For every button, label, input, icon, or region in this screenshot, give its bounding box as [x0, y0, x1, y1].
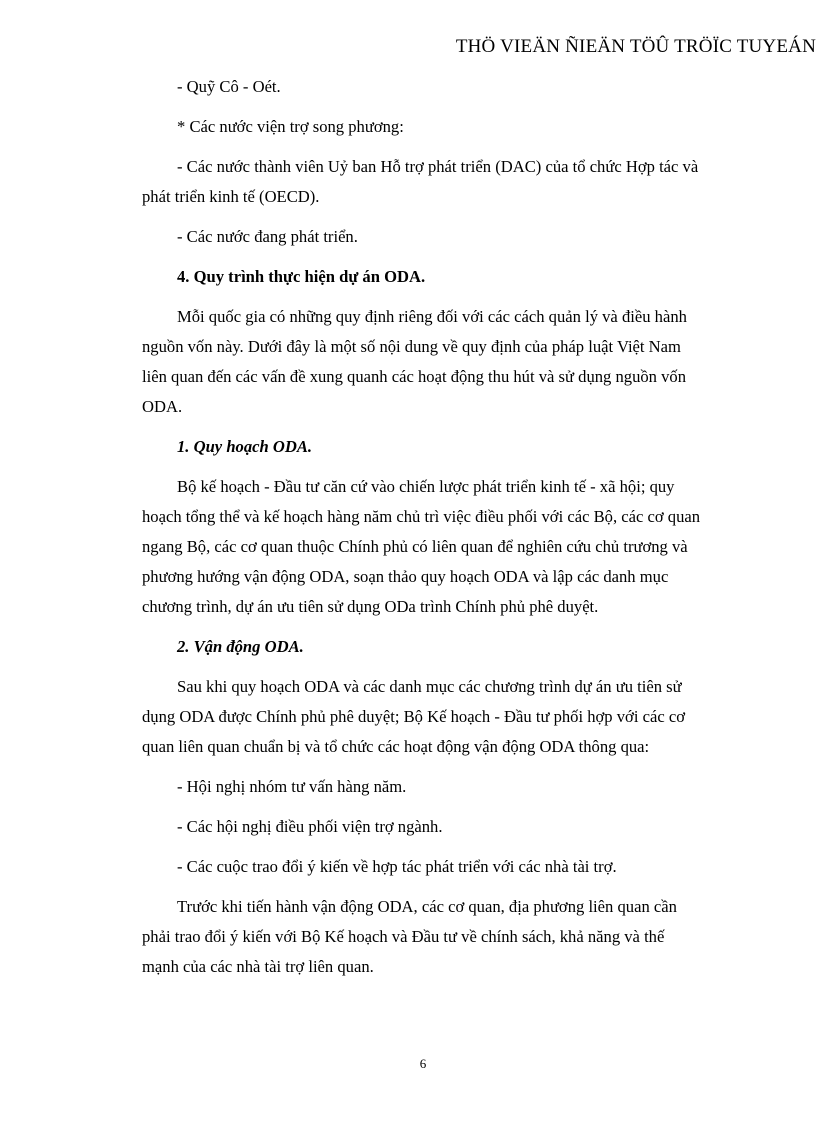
subsection-heading: 1. Quy hoạch ODA. [177, 437, 313, 456]
section-heading: 4. Quy trình thực hiện dự án ODA. [177, 267, 426, 286]
paragraph: - Các cuộc trao đổi ý kiến về hợp tác phát triển với các nhà tài trợ. [177, 857, 617, 876]
page-header: THÖ VIEÄN ÑIEÄN TÖÛ TRÖÏC TUYEÁN [455, 36, 816, 57]
paragraph: * Các nước viện trợ song phương: [177, 117, 404, 136]
paragraph: - Hội nghị nhóm tư vấn hàng năm. [177, 777, 407, 796]
document-body [142, 72, 702, 992]
paragraph: - Quỹ Cô - Oét. [177, 77, 281, 96]
paragraph: - Các nước đang phát triển. [177, 227, 358, 246]
subsection-heading: 2. Vận động ODA. [177, 637, 304, 656]
paragraph: - Các hội nghị điều phối viện trợ ngành. [177, 817, 443, 836]
paragraph: Mỗi quốc gia có những quy định riêng đối với các cách quản lý và điều hành nguồn vốn này. Dưới đây là một số nội dung về quy định của pháp luật Việt Nam liên quan đến các vấn đề xung quanh các hoạt động thu hút và sử dụng nguồn vốn ODA. [142, 307, 687, 416]
paragraph: Trước khi tiến hành vận động ODA, các cơ quan, địa phương liên quan cần phải trao đổi ý kiến với Bộ Kế hoạch và Đầu tư về chính sách, khả năng và thế mạnh của các nhà tài trợ liên quan. [142, 897, 677, 976]
paragraph: - Các nước thành viên Uỷ ban Hỗ trợ phát triển (DAC) của tổ chức Hợp tác và phát triển kinh tế (OECD). [142, 157, 699, 206]
paragraph: Sau khi quy hoạch ODA và các danh mục các chương trình dự án ưu tiên sử dụng ODA được Chính phủ phê duyệt; Bộ Kế hoạch - Đầu tư phối hợp với các cơ quan liên quan chuẩn bị và tổ chức các hoạt động vận động ODA thông qua: [142, 677, 685, 756]
paragraph: Bộ kế hoạch - Đầu tư căn cứ vào chiến lược phát triển kinh tế - xã hội; quy hoạch tổng thể và kế hoạch hàng năm chủ trì việc điều phối với các Bộ, các cơ quan ngang Bộ, các cơ quan thuộc Chính phủ có liên quan để nghiên cứu chủ trương và phương hướng vận động ODA, soạn thảo quy hoạch ODA và lập các danh mục chương trình, dự án ưu tiên sử dụng ODa trình Chính phủ phê duyệt. [142, 477, 701, 616]
page-number: 6 [419, 1056, 427, 1071]
